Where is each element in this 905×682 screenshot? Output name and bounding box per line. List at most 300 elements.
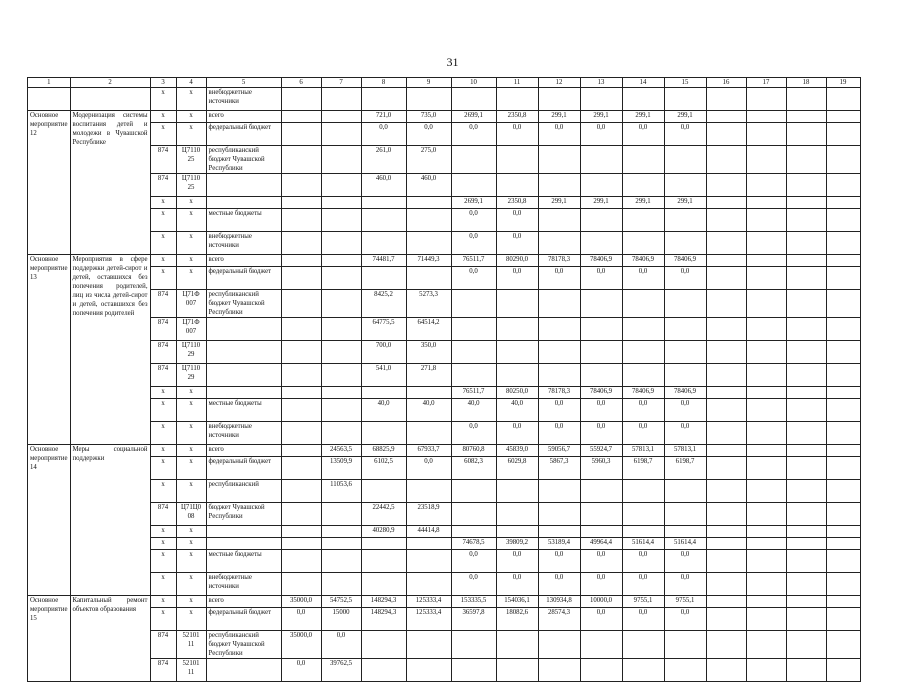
table-cell (321, 387, 361, 399)
column-number: 15 (664, 78, 706, 88)
table-cell (321, 123, 361, 146)
table-cell: всего (206, 111, 281, 123)
table-cell (706, 526, 746, 538)
table-cell (622, 631, 664, 659)
table-cell: х (150, 608, 176, 631)
column-number: 11 (496, 78, 538, 88)
column-number: 14 (622, 78, 664, 88)
table-cell: 0,0 (538, 550, 580, 573)
table-cell (746, 111, 786, 123)
table-cell: 78406,9 (622, 387, 664, 399)
table-cell (786, 290, 826, 318)
table-cell (664, 526, 706, 538)
table-cell: 460,0 (361, 174, 406, 197)
table-cell (451, 341, 496, 364)
column-number: 2 (70, 78, 150, 88)
block-name: Основное мероприятие 13 (28, 255, 71, 445)
table-cell (281, 526, 321, 538)
table-cell (206, 526, 281, 538)
table-cell: 299,1 (538, 111, 580, 123)
table-cell: 6029,8 (496, 457, 538, 480)
table-cell: х (176, 445, 206, 457)
table-cell: 22442,5 (361, 503, 406, 526)
table-cell (321, 538, 361, 550)
table-cell (622, 526, 664, 538)
table-cell (451, 88, 496, 111)
table-cell (622, 209, 664, 232)
table-cell (281, 550, 321, 573)
column-number: 5 (206, 78, 281, 88)
table-cell: федеральный бюджет (206, 267, 281, 290)
table-cell (281, 255, 321, 267)
table-cell: 40,0 (496, 399, 538, 422)
table-row (28, 146, 861, 174)
table-cell (206, 174, 281, 197)
table-cell (496, 341, 538, 364)
table-cell (321, 255, 361, 267)
table-cell: 0,0 (622, 550, 664, 573)
column-number: 7 (321, 78, 361, 88)
table-cell (451, 290, 496, 318)
table-cell (281, 538, 321, 550)
table-cell (206, 318, 281, 341)
table-cell (746, 538, 786, 550)
table-cell (281, 573, 321, 596)
table-cell (746, 631, 786, 659)
table-row (28, 596, 861, 608)
table-cell: х (150, 445, 176, 457)
column-number: 3 (150, 78, 176, 88)
table-cell: 78406,9 (622, 255, 664, 267)
column-number: 16 (706, 78, 746, 88)
table-cell (406, 538, 451, 550)
table-cell (746, 290, 786, 318)
table-cell: 24563,5 (321, 445, 361, 457)
table-cell (451, 659, 496, 682)
budget-table (27, 77, 861, 682)
column-number: 12 (538, 78, 580, 88)
table-cell: 153335,5 (451, 596, 496, 608)
table-cell: 541,0 (361, 364, 406, 387)
table-row (28, 526, 861, 538)
table-cell: 0,0 (406, 123, 451, 146)
table-cell (706, 573, 746, 596)
table-cell: 0,0 (580, 123, 622, 146)
table-cell (538, 631, 580, 659)
table-cell (746, 318, 786, 341)
table-cell (706, 232, 746, 255)
table-cell (786, 123, 826, 146)
table-cell: 0,0 (281, 608, 321, 631)
table-cell: 8425,2 (361, 290, 406, 318)
table-row (28, 573, 861, 596)
header-row (28, 78, 861, 88)
table-cell: 40,0 (361, 399, 406, 422)
table-cell: 874 (150, 174, 176, 197)
table-cell (786, 209, 826, 232)
table-cell (361, 209, 406, 232)
table-cell (664, 88, 706, 111)
table-cell: 0,0 (580, 608, 622, 631)
table-cell: 148294,3 (361, 608, 406, 631)
table-cell (538, 480, 580, 503)
table-cell (706, 123, 746, 146)
table-cell: х (176, 255, 206, 267)
table-cell (706, 267, 746, 290)
table-cell (622, 146, 664, 174)
table-cell (321, 111, 361, 123)
table-row (28, 255, 861, 267)
table-cell: 51614,4 (664, 538, 706, 550)
table-cell (706, 422, 746, 445)
table-cell (281, 341, 321, 364)
table-cell (826, 480, 860, 503)
table-cell (496, 480, 538, 503)
table-cell: х (176, 88, 206, 111)
table-cell (361, 538, 406, 550)
table-cell: х (150, 399, 176, 422)
table-cell: 0,0 (580, 573, 622, 596)
table-cell (321, 197, 361, 209)
table-cell: х (176, 538, 206, 550)
table-cell (826, 457, 860, 480)
table-cell (746, 387, 786, 399)
table-cell (786, 573, 826, 596)
table-cell (496, 88, 538, 111)
column-number: 9 (406, 78, 451, 88)
table-cell: внебюджетные источники (206, 232, 281, 255)
table-cell: х (150, 422, 176, 445)
table-cell (496, 631, 538, 659)
block-title: Капитальный ремонт объектов образования (70, 596, 150, 682)
table-cell: федеральный бюджет (206, 608, 281, 631)
table-cell: х (150, 526, 176, 538)
table-cell (826, 88, 860, 111)
table-cell (580, 480, 622, 503)
table-cell (706, 480, 746, 503)
column-number: 18 (786, 78, 826, 88)
table-row (28, 631, 861, 659)
table-cell: х (176, 123, 206, 146)
table-cell (706, 659, 746, 682)
table-cell (321, 290, 361, 318)
table-cell (538, 209, 580, 232)
table-cell: 874 (150, 290, 176, 318)
table-cell (706, 631, 746, 659)
table-cell (281, 174, 321, 197)
table-cell: х (150, 387, 176, 399)
table-row (28, 88, 861, 111)
table-cell (826, 445, 860, 457)
table-cell (361, 387, 406, 399)
table-cell: х (176, 267, 206, 290)
table-cell: 6102,5 (361, 457, 406, 480)
table-row (28, 341, 861, 364)
table-cell: республиканский бюджет Чувашской Республики (206, 631, 281, 659)
table-cell (746, 232, 786, 255)
table-cell (826, 608, 860, 631)
table-cell (746, 503, 786, 526)
table-cell (826, 596, 860, 608)
table-cell: 0,0 (622, 422, 664, 445)
table-cell: 78406,9 (580, 255, 622, 267)
table-cell: 78178,3 (538, 387, 580, 399)
table-cell (826, 399, 860, 422)
table-header (28, 78, 861, 88)
table-cell (746, 146, 786, 174)
table-cell: 700,0 (361, 341, 406, 364)
table-cell (664, 209, 706, 232)
table-cell (826, 255, 860, 267)
table-cell (786, 88, 826, 111)
table-cell (706, 341, 746, 364)
table-cell (746, 341, 786, 364)
table-cell: 5273,3 (406, 290, 451, 318)
table-cell: х (150, 596, 176, 608)
table-cell: 0,0 (496, 209, 538, 232)
table-cell: 80250,0 (496, 387, 538, 399)
table-cell (706, 399, 746, 422)
column-number: 10 (451, 78, 496, 88)
table-row (28, 267, 861, 290)
table-cell: х (150, 232, 176, 255)
table-cell (406, 480, 451, 503)
table-cell (406, 209, 451, 232)
table-cell: 6198,7 (622, 457, 664, 480)
table-cell: 0,0 (451, 267, 496, 290)
table-cell: 74481,7 (361, 255, 406, 267)
table-cell (826, 290, 860, 318)
table-row (28, 503, 861, 526)
table-cell: х (150, 573, 176, 596)
table-cell (406, 550, 451, 573)
table-cell (786, 550, 826, 573)
table-cell (706, 318, 746, 341)
table-cell (706, 174, 746, 197)
table-cell (361, 480, 406, 503)
table-row (28, 445, 861, 457)
table-cell (321, 88, 361, 111)
table-cell: 5867,3 (538, 457, 580, 480)
table-cell: 0,0 (664, 422, 706, 445)
table-cell (622, 480, 664, 503)
table-cell (622, 659, 664, 682)
column-number: 4 (176, 78, 206, 88)
table-cell: 299,1 (622, 197, 664, 209)
table-cell (706, 88, 746, 111)
table-cell: 35000,0 (281, 596, 321, 608)
table-cell (664, 364, 706, 387)
table-cell (664, 146, 706, 174)
table-cell (206, 538, 281, 550)
table-cell (786, 503, 826, 526)
table-cell (70, 88, 150, 111)
table-cell (826, 341, 860, 364)
table-cell: 299,1 (580, 111, 622, 123)
table-cell (786, 197, 826, 209)
table-row (28, 197, 861, 209)
table-cell (826, 538, 860, 550)
table-cell (321, 364, 361, 387)
table-cell: х (176, 573, 206, 596)
table-cell (580, 659, 622, 682)
table-cell (706, 364, 746, 387)
table-cell: х (150, 197, 176, 209)
table-cell (706, 290, 746, 318)
table-cell (321, 399, 361, 422)
column-number: 1 (28, 78, 71, 88)
table-cell (664, 232, 706, 255)
table-cell (664, 659, 706, 682)
table-cell: х (150, 550, 176, 573)
table-cell: 299,1 (580, 197, 622, 209)
table-cell: 40,0 (406, 399, 451, 422)
block-title: Модернизация системы воспитания детей и молодежи в Чувашской Республике (70, 111, 150, 255)
table-cell: 6198,7 (664, 457, 706, 480)
table-cell (281, 209, 321, 232)
table-cell: х (176, 596, 206, 608)
table-cell (321, 526, 361, 538)
table-cell (496, 364, 538, 387)
table-cell (580, 146, 622, 174)
table-cell: 0,0 (361, 123, 406, 146)
table-cell (451, 631, 496, 659)
table-cell: х (176, 399, 206, 422)
table-cell (826, 550, 860, 573)
table-cell (826, 387, 860, 399)
table-cell: 23518,9 (406, 503, 451, 526)
table-cell (281, 197, 321, 209)
table-cell: Ц71Ц0 08 (176, 503, 206, 526)
table-cell: 2350,8 (496, 111, 538, 123)
table-cell (786, 659, 826, 682)
table-cell (826, 573, 860, 596)
table-cell (538, 318, 580, 341)
table-cell: 0,0 (622, 123, 664, 146)
table-cell: 18082,6 (496, 608, 538, 631)
table-cell (206, 659, 281, 682)
table-row (28, 123, 861, 146)
table-cell: республиканский (206, 480, 281, 503)
table-cell: 0,0 (664, 267, 706, 290)
table-cell (706, 538, 746, 550)
table-cell: 0,0 (451, 209, 496, 232)
table-cell (786, 538, 826, 550)
table-cell (538, 174, 580, 197)
table-row (28, 659, 861, 682)
table-cell (786, 480, 826, 503)
table-cell (538, 659, 580, 682)
table-cell (406, 197, 451, 209)
table-cell: республиканский бюджет Чувашской Республики (206, 290, 281, 318)
table-cell (406, 422, 451, 445)
table-cell (580, 341, 622, 364)
table-cell: 0,0 (496, 550, 538, 573)
table-body (28, 88, 861, 682)
table-cell (786, 232, 826, 255)
table-cell: 0,0 (622, 267, 664, 290)
table-cell (706, 387, 746, 399)
table-cell: 35000,0 (281, 631, 321, 659)
table-cell (786, 526, 826, 538)
table-cell: 5960,3 (580, 457, 622, 480)
table-cell: 0,0 (496, 232, 538, 255)
table-cell: х (176, 550, 206, 573)
table-cell (321, 209, 361, 232)
table-cell: 735,0 (406, 111, 451, 123)
table-cell (321, 341, 361, 364)
table-cell (826, 232, 860, 255)
table-cell: х (150, 480, 176, 503)
table-cell (622, 341, 664, 364)
table-cell (406, 659, 451, 682)
block-name: Основное мероприятие 12 (28, 111, 71, 255)
table-cell: 299,1 (664, 111, 706, 123)
table-cell: х (150, 111, 176, 123)
table-cell (826, 503, 860, 526)
table-cell: внебюджетные источники (206, 573, 281, 596)
table-cell (622, 503, 664, 526)
table-cell (538, 146, 580, 174)
table-cell: х (176, 480, 206, 503)
table-cell (706, 596, 746, 608)
table-cell: местные бюджеты (206, 550, 281, 573)
table-cell: федеральный бюджет (206, 457, 281, 480)
table-cell: 0,0 (580, 399, 622, 422)
table-row (28, 232, 861, 255)
table-cell (538, 526, 580, 538)
table-cell: 51614,4 (622, 538, 664, 550)
table-cell (321, 422, 361, 445)
table-cell (281, 364, 321, 387)
table-cell: 0,0 (622, 573, 664, 596)
table-cell: 0,0 (538, 422, 580, 445)
table-cell: Ц71Ф 007 (176, 290, 206, 318)
table-cell (746, 573, 786, 596)
table-cell (826, 659, 860, 682)
table-cell (321, 174, 361, 197)
table-cell (321, 146, 361, 174)
table-cell: 28574,3 (538, 608, 580, 631)
table-cell (281, 457, 321, 480)
table-cell (826, 267, 860, 290)
table-cell: 299,1 (538, 197, 580, 209)
table-cell (746, 480, 786, 503)
table-cell (406, 387, 451, 399)
table-cell: 460,0 (406, 174, 451, 197)
table-cell: внебюджетные источники (206, 88, 281, 111)
table-cell (826, 111, 860, 123)
table-cell: х (176, 608, 206, 631)
table-cell (664, 318, 706, 341)
table-cell: 299,1 (664, 197, 706, 209)
table-cell: 53189,4 (538, 538, 580, 550)
table-cell (406, 88, 451, 111)
table-cell: 9755,1 (664, 596, 706, 608)
table-cell (826, 526, 860, 538)
table-cell (206, 197, 281, 209)
table-cell: х (176, 457, 206, 480)
table-cell: 78406,9 (664, 387, 706, 399)
table-cell: 2699,1 (451, 111, 496, 123)
block-name: Основное мероприятие 15 (28, 596, 71, 682)
table-cell (361, 422, 406, 445)
table-cell: республиканский бюджет Чувашской Республики (206, 146, 281, 174)
table-cell: местные бюджеты (206, 399, 281, 422)
table-cell (361, 267, 406, 290)
table-cell (580, 318, 622, 341)
table-cell: 59056,7 (538, 445, 580, 457)
